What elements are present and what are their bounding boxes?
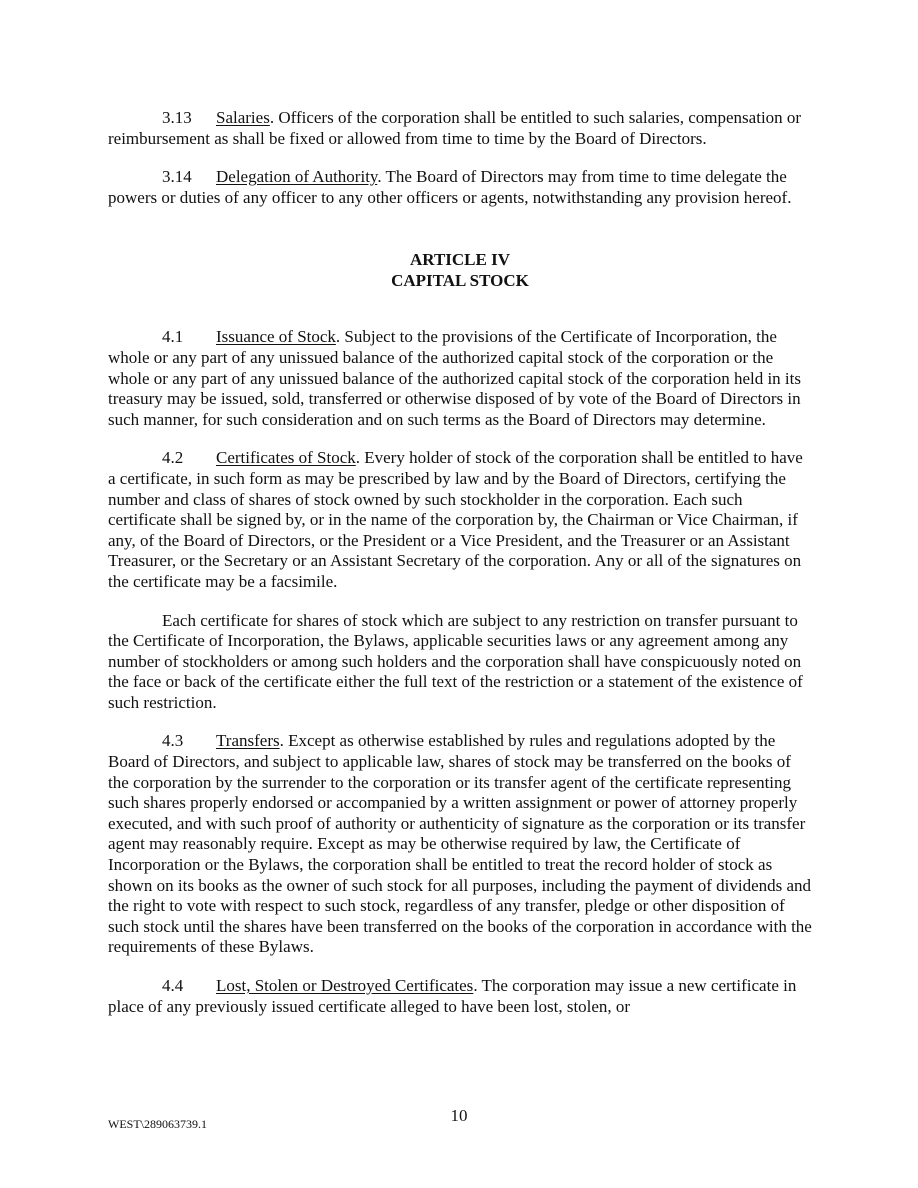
section-text: . The corporation may issue a new certificate in place of any previously issued certificate alleged to have been lost, stolen, or bbox=[108, 976, 797, 1016]
section-text: . The Board of Directors may from time to time delegate the powers or duties of any officer to any other officers or agents, notwithstanding any provision hereof. bbox=[108, 167, 792, 207]
section-4-4 bbox=[108, 976, 812, 1017]
section-text: . Officers of the corporation shall be entitled to such salaries, compensation or reimbursement as shall be fixed or allowed from time to time by the Board of Directors. bbox=[108, 108, 802, 148]
section-text: . Subject to the provisions of the Certificate of Incorporation, the whole or any part of any unissued balance of the authorized capital stock of the corporation or the whole or any part of any unissued balance of the authorized capital stock of the corporation held in its treasury may be issued, sold, transferred or otherwise disposed of by vote of the Board of Directors in such manner, for such consideration and on such terms as the Board of Directors may determine. bbox=[108, 327, 801, 429]
document-id: WEST\289063739.1 bbox=[108, 1117, 207, 1131]
article-number: ARTICLE IV bbox=[409, 250, 510, 270]
document-page bbox=[108, 108, 812, 1017]
section-number: 4.2 bbox=[162, 448, 184, 468]
section-text: . Every holder of stock of the corporation shall be entitled to have a certificate, in such form as may be prescribed by law and by the Board of Directors, certifying the number and class of shares of stock owned by such stockholder in the corporation. Each such certificate shall be signed by, or in the name of the corporation by, the Chairman or Vice Chairman, if any, of the Board of Directors, or the President or a Vice President, and the Treasurer or an Assistant Treasurer, or the Secretary or an Assistant Secretary of the corporation. Any or all of the signatures on the certificate may be a facsimile. bbox=[108, 448, 803, 591]
section-heading: Delegation of Authority bbox=[216, 167, 378, 187]
section-4-2-continuation: Each certificate for shares of stock which are subject to any restriction on transfer pursuant to the Certificate of Incorporation, the Bylaws, applicable securities laws or any agreement among any number of stockholders or among such holders and the corporation shall have conspicuously noted on the face or back of the certificate either the full text of the restriction or a statement of the existence of such restriction. bbox=[108, 610, 803, 712]
section-number: 3.14 bbox=[162, 167, 192, 187]
section-4-1 bbox=[108, 327, 812, 430]
section-text: . Except as otherwise established by rules and regulations adopted by the Board of Directors, and subject to applicable law, shares of stock may be transferred on the books of the corporation by the surrender to the corporation or its transfer agent of the certificate representing such shares properly endorsed or accompanied by a written assignment or power of attorney properly executed, and with such proof of authority or authenticity of signature as the corporation or its transfer agent may reasonably require. Except as may be otherwise required by law, the Certificate of Incorporation or the Bylaws, the corporation shall be entitled to treat the record holder of stock as shown on its books as the owner of such stock for all purposes, including the payment of dividends and the right to vote with respect to such stock, regardless of any transfer, pledge or other disposition of such stock until the shares have been transferred on the books of the corporation in accordance with the requirements of these Bylaws. bbox=[108, 731, 812, 957]
page-number: 10 bbox=[450, 1106, 468, 1125]
section-number: 3.13 bbox=[162, 108, 192, 127]
section-heading: Salaries bbox=[216, 108, 270, 127]
section-4-2 bbox=[108, 448, 812, 592]
section-number: 4.1 bbox=[162, 327, 184, 347]
section-4-3 bbox=[108, 731, 812, 958]
section-heading: Transfers bbox=[216, 731, 280, 751]
section-3-13 bbox=[108, 108, 812, 149]
section-3-14 bbox=[108, 167, 812, 208]
section-heading: Issuance of Stock bbox=[216, 327, 336, 347]
section-number: 4.3 bbox=[162, 731, 184, 751]
section-heading: Certificates of Stock bbox=[216, 448, 356, 468]
article-title: CAPITAL STOCK bbox=[391, 271, 529, 291]
section-heading: Lost, Stolen or Destroyed Certificates bbox=[216, 976, 474, 995]
section-number: 4.4 bbox=[162, 976, 184, 995]
